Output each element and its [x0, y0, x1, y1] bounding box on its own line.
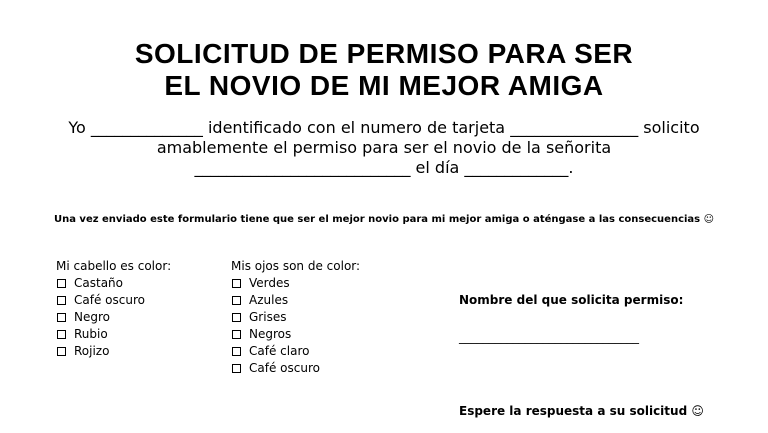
- option-label: Azules: [249, 293, 289, 307]
- checkbox-icon[interactable]: [57, 330, 66, 339]
- notice-text: Una vez enviado este formulario tiene que ser el mejor novio para mi mejor amiga o aténgase a las consecuencias ☺: [53, 214, 715, 225]
- checkbox-icon[interactable]: [232, 364, 241, 373]
- checkbox-icon[interactable]: [232, 279, 241, 288]
- option-label: Verdes: [249, 276, 290, 290]
- eye-option[interactable]: [231, 275, 360, 292]
- eye-option[interactable]: [231, 292, 360, 309]
- closing-text: Espere la respuesta a su solicitud ☺: [459, 404, 704, 418]
- option-label: Café oscuro: [249, 361, 320, 375]
- form-title: [0, 38, 768, 102]
- checkbox-icon[interactable]: [232, 313, 241, 322]
- paragraph-line-2: amablemente el permiso para ser el novio de la señorita: [156, 138, 612, 157]
- checkbox-icon[interactable]: [57, 347, 66, 356]
- checkbox-icon[interactable]: [232, 296, 241, 305]
- applicant-name-line[interactable]: ______________________________: [459, 330, 639, 344]
- eye-color-section: [231, 258, 360, 377]
- paragraph-line-3: ___________________________ el día _____________.: [194, 158, 574, 177]
- option-label: Castaño: [74, 276, 123, 290]
- option-label: Café oscuro: [74, 293, 145, 307]
- option-label: Grises: [249, 310, 287, 324]
- applicant-name-label: Nombre del que solicita permiso:: [459, 293, 684, 307]
- eye-option[interactable]: [231, 360, 360, 377]
- checkbox-icon[interactable]: [57, 296, 66, 305]
- eye-option[interactable]: [231, 343, 360, 360]
- option-label: Rubio: [74, 327, 108, 341]
- eye-option[interactable]: [231, 326, 360, 343]
- hair-option[interactable]: [56, 292, 171, 309]
- checkbox-icon[interactable]: [232, 347, 241, 356]
- hair-option[interactable]: [56, 343, 171, 360]
- hair-option[interactable]: [56, 309, 171, 326]
- paragraph-line-1: Yo ______________ identificado con el numero de tarjeta ________________ solicito: [68, 118, 700, 137]
- title-line-2: EL NOVIO DE MI MEJOR AMIGA: [164, 70, 604, 101]
- option-label: Negro: [74, 310, 110, 324]
- checkbox-icon[interactable]: [232, 330, 241, 339]
- request-paragraph: [30, 118, 738, 178]
- eye-color-heading: Mis ojos son de color:: [231, 259, 361, 273]
- hair-option[interactable]: [56, 326, 171, 343]
- hair-option[interactable]: [56, 275, 171, 292]
- hair-color-section: [56, 258, 171, 360]
- checkbox-icon[interactable]: [57, 313, 66, 322]
- option-label: Negros: [249, 327, 292, 341]
- title-line-1: SOLICITUD DE PERMISO PARA SER: [134, 38, 634, 69]
- hair-color-heading: Mi cabello es color:: [56, 259, 172, 273]
- checkbox-icon[interactable]: [57, 279, 66, 288]
- option-label: Rojizo: [74, 344, 110, 358]
- eye-option[interactable]: [231, 309, 360, 326]
- option-label: Café claro: [249, 344, 310, 358]
